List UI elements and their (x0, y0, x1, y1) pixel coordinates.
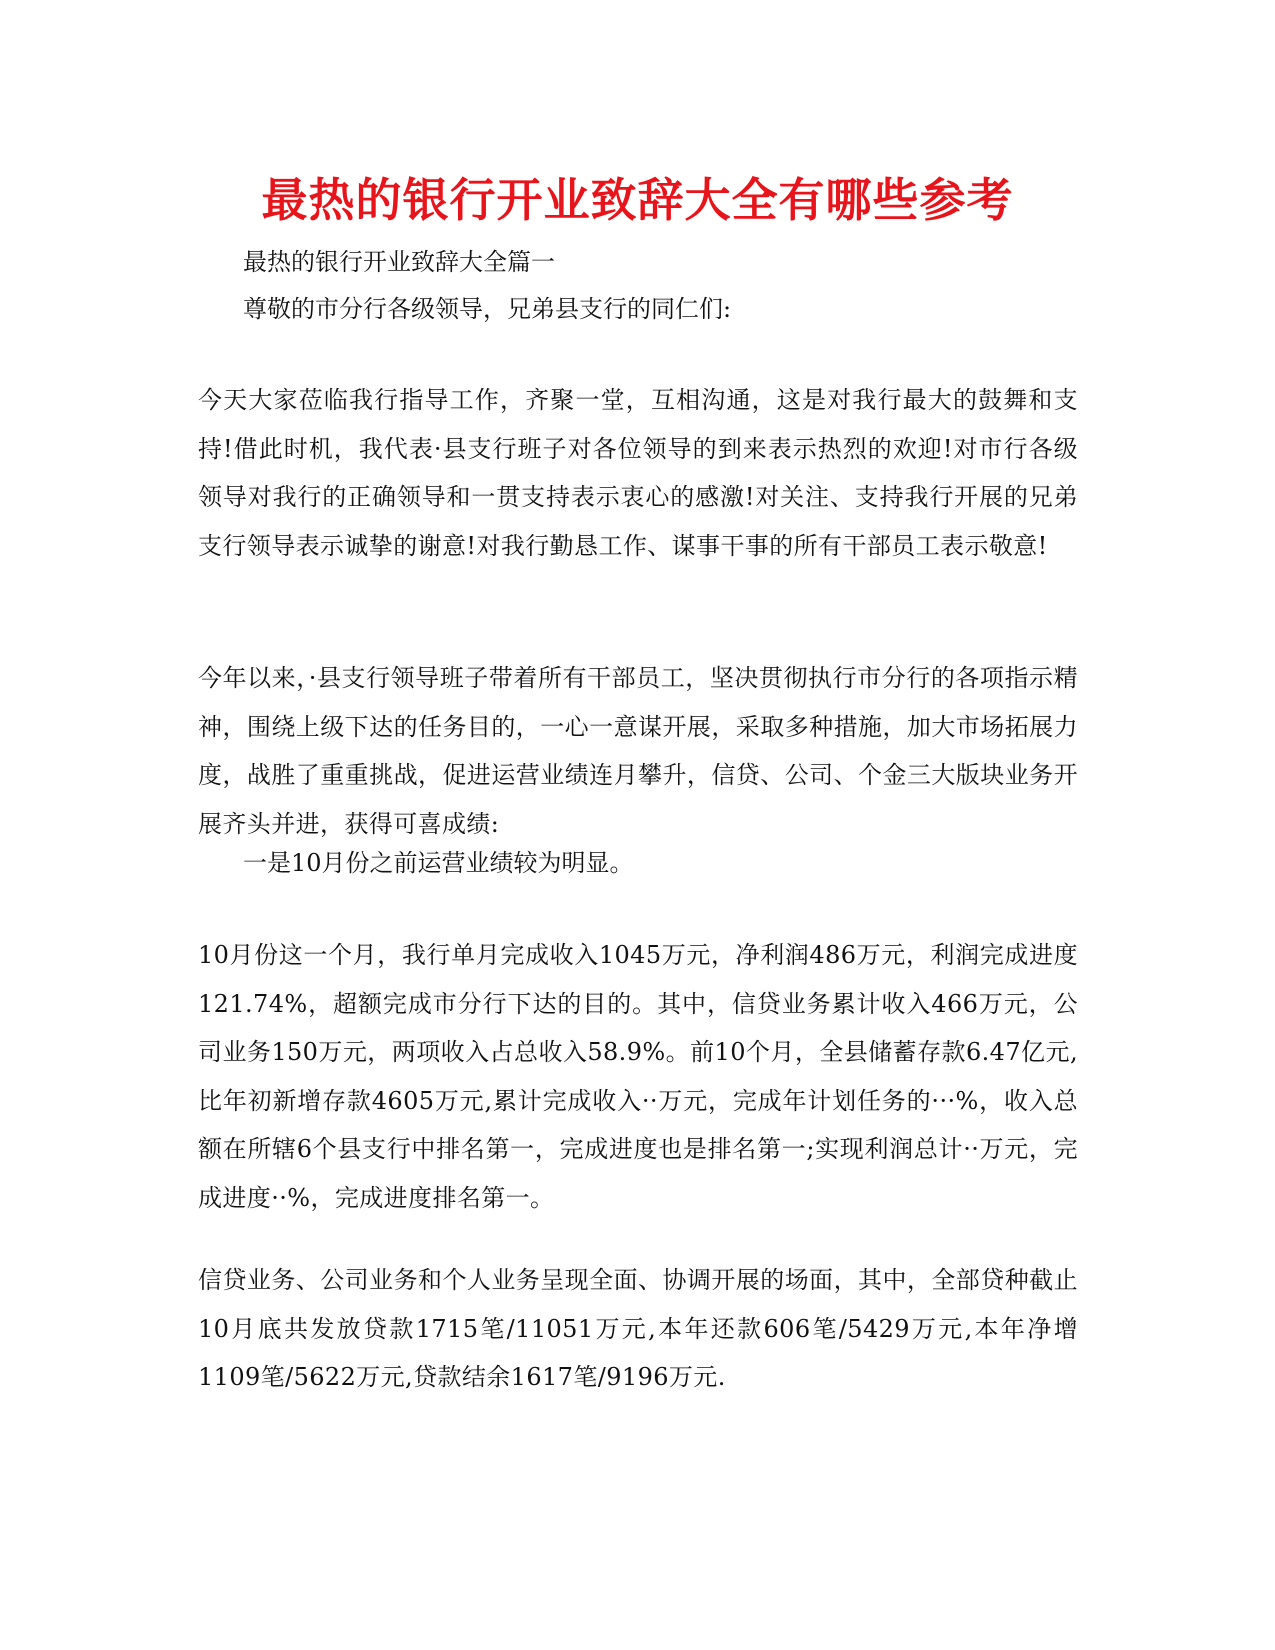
paragraph-achievements: 今年以来，·县支行领导班子带着所有干部员工，坚决贯彻执行市分行的各项指示精神，围绕上级下达的任务目的，一心一意谋开展，采取多种措施，加大市场拓展力度，战胜了重重挑战，促进运营业绩连月攀升，信贷、公司、个金三大版块业务开展齐头并进，获得可喜成绩: (198, 664, 1078, 838)
document-title: 最热的银行开业致辞大全有哪些参考 (261, 173, 1014, 227)
paragraph-welcome: 今天大家莅临我行指导工作，齐聚一堂，互相沟通，这是对我行最大的鼓舞和支持!借此时机，我代表·县支行班子对各位领导的到来表示热烈的欢迎!对市行各级领导对我行的正确领导和一贯支持表示衷心的感激!对关注、支持我行开展的兄弟支行领导表示诚挚的谢意!对我行勤恳工作、谋事干事的所有干部员工表示敬意! (198, 386, 1078, 560)
salutation: 尊敬的市分行各级领导，兄弟县支行的同仁们: (243, 295, 732, 323)
section-heading: 最热的银行开业致辞大全篇一 (243, 248, 555, 276)
paragraph-october-results: 10月份这一个月，我行单月完成收入1045万元，净利润486万元，利润完成进度121.74%，超额完成市分行下达的目的。其中，信贷业务累计收入466万元，公司业务150万元，两项收入占总收入58.9%。前10个月，全县储蓄存款6.47亿元,比年初新增存款4605万元,累计完成收入··万元，完成年计划任务的···%，收入总额在所辖6个县支行中排名第一，完成进度也是排名第一;实现利润总计··万元，完成进度··%，完成进度排名第一。 (198, 941, 1078, 1212)
point-one: 一是10月份之前运营业绩较为明显。 (243, 849, 634, 877)
paragraph-credit-business: 信贷业务、公司业务和个人业务呈现全面、协调开展的场面，其中，全部贷种截止10月底共发放贷款1715笔/11051万元,本年还款606笔/5429万元,本年净增1109笔/5622万元,贷款结余1617笔/9196万元. (198, 1266, 1078, 1391)
